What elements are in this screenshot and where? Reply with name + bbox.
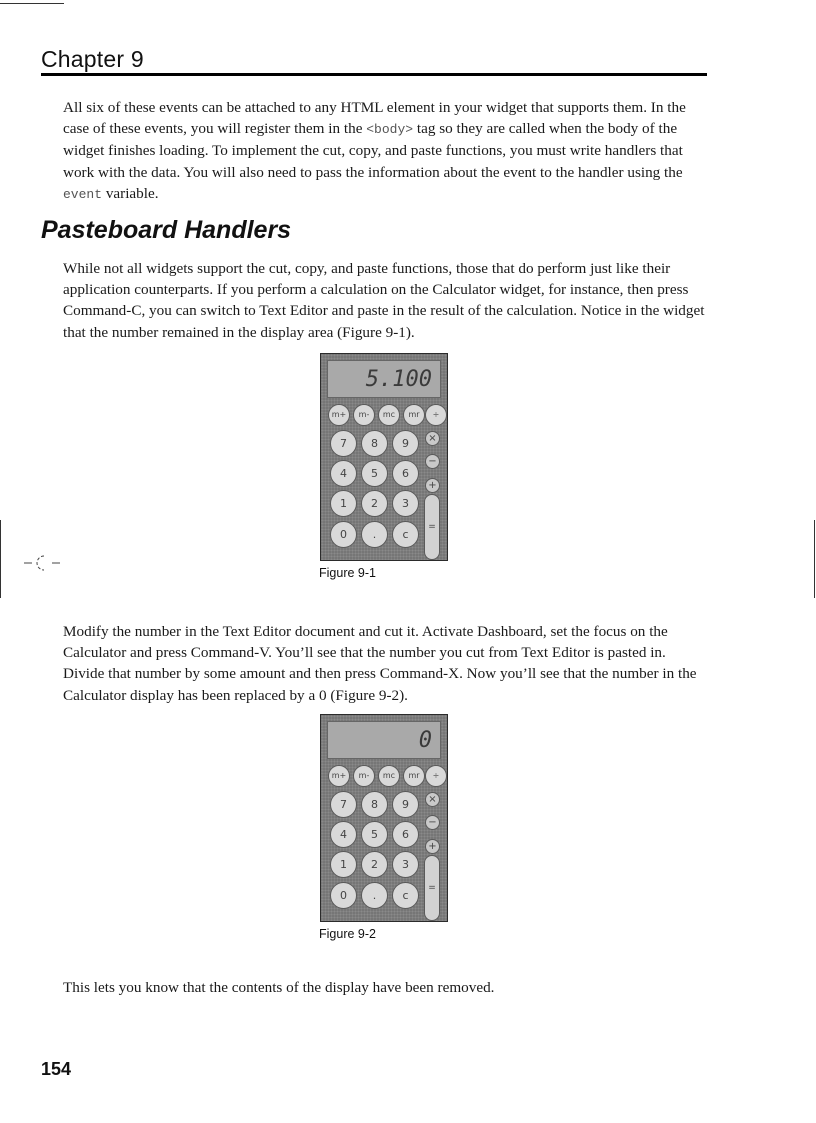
key-8: 8 [361, 430, 388, 457]
key-mr: mr [403, 404, 425, 426]
paragraph-text: All six of these events can be attached to any HTML element in your widget that supports them. In the case of these events, you will register them in the [63, 99, 686, 138]
key-equals: = [424, 494, 440, 560]
chapter-rule [41, 73, 707, 76]
key-divide: ÷ [425, 765, 447, 787]
key-m-minus: m- [353, 404, 375, 426]
key-9: 9 [392, 430, 419, 457]
key-9: 9 [392, 791, 419, 818]
key-clear: c [392, 521, 419, 548]
key-dot: . [361, 521, 388, 548]
key-plus: + [425, 478, 440, 493]
calculator-widget [320, 714, 448, 922]
key-7: 7 [330, 430, 357, 457]
paragraph-text: tag so they are called when the body of the widget finishes loading. To implement the cut, copy, and paste functions, you must write handlers that work with the data. You will also need to pass the information about the event to the handler using the [63, 120, 683, 181]
key-multiply: × [425, 792, 440, 807]
key-2: 2 [361, 851, 388, 878]
key-mr: mr [403, 765, 425, 787]
section-heading: Pasteboard Handlers [41, 216, 292, 244]
key-4: 4 [330, 821, 357, 848]
chapter-title: Chapter 9 [41, 46, 144, 72]
key-7: 7 [330, 791, 357, 818]
calculator-display: 0 [327, 721, 441, 759]
crop-mark-top [0, 3, 64, 4]
figure-caption-1: Figure 9-1 [319, 566, 376, 580]
key-minus: − [425, 815, 440, 830]
key-dot: . [361, 882, 388, 909]
paragraph-modify: Modify the number in the Text Editor document and cut it. Activate Dashboard, set the focus on the Calculator and press Command-V. You’ll see that the number you cut from Text Editor is pasted in. Divide that number by some amount and then press Command-X. Now you’ll see that the number in the Calculator display has been replaced by a 0 (Figure 9-2). [63, 623, 697, 704]
paragraph-pasteboard: While not all widgets support the cut, copy, and paste functions, those that do perform just like their application counterparts. If you perform a calculation on the Calculator widget, for instance, then press Command-C, you can switch to Text Editor and paste in the result of the calculation. Notice in the widget that the number remained in the display area (Figure 9-1). [63, 260, 705, 341]
key-1: 1 [330, 490, 357, 517]
crop-mark-right [814, 520, 815, 598]
key-equals: = [424, 855, 440, 921]
key-plus: + [425, 839, 440, 854]
key-multiply: × [425, 431, 440, 446]
paragraph-text: variable. [102, 184, 159, 202]
key-5: 5 [361, 821, 388, 848]
figure-caption-2: Figure 9-2 [319, 927, 376, 941]
figure-calculator-1 [320, 353, 448, 561]
key-m-minus: m- [353, 765, 375, 787]
key-mc: mc [378, 765, 400, 787]
key-2: 2 [361, 490, 388, 517]
paragraph-events [63, 97, 709, 205]
paragraph-conclusion: This lets you know that the contents of the display have been removed. [63, 979, 495, 996]
crop-mark-left [0, 520, 1, 598]
key-0: 0 [330, 521, 357, 548]
key-clear: c [392, 882, 419, 909]
key-mc: mc [378, 404, 400, 426]
key-minus: − [425, 454, 440, 469]
key-8: 8 [361, 791, 388, 818]
key-1: 1 [330, 851, 357, 878]
key-0: 0 [330, 882, 357, 909]
key-3: 3 [392, 851, 419, 878]
figure-calculator-2 [320, 714, 448, 922]
key-3: 3 [392, 490, 419, 517]
key-5: 5 [361, 460, 388, 487]
key-4: 4 [330, 460, 357, 487]
calculator-display: 5.100 [327, 360, 441, 398]
page-number: 154 [41, 1059, 72, 1079]
calculator-widget [320, 353, 448, 561]
inline-code-event: event [63, 186, 103, 202]
key-divide: ÷ [425, 404, 447, 426]
key-6: 6 [392, 460, 419, 487]
registration-mark-icon [22, 548, 62, 578]
key-6: 6 [392, 821, 419, 848]
key-m-plus: m+ [328, 765, 350, 787]
inline-code-body: <body> [366, 122, 414, 138]
key-m-plus: m+ [328, 404, 350, 426]
